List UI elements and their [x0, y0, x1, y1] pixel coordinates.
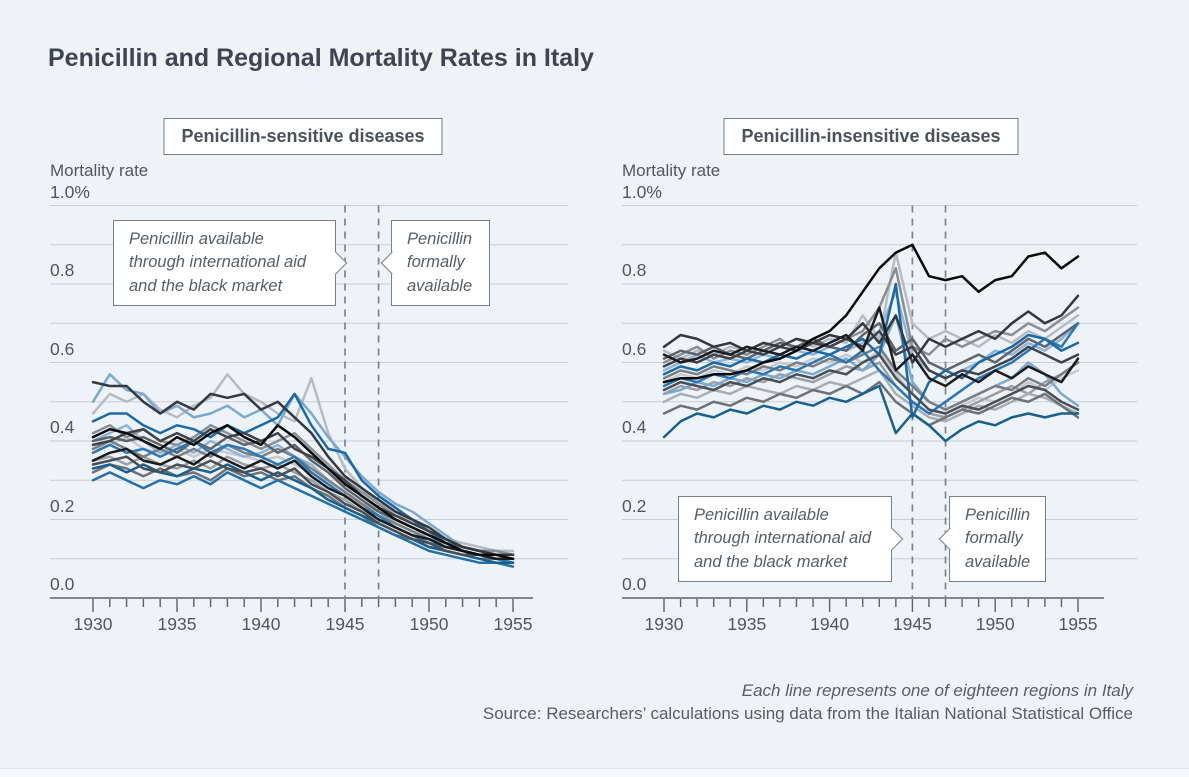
- annotation-line: formally: [965, 529, 1023, 548]
- footer-source: Source: Researchers’ calculations using data from the Italian National Statistical Office: [482, 704, 1133, 723]
- y-tick-label: 0.2: [622, 495, 647, 516]
- y-tick-label: 0.2: [50, 495, 75, 516]
- figure-footer: [483, 681, 1133, 724]
- annotation-formal-right-panel: [949, 496, 1046, 582]
- footer-note: Each line represents one of eighteen regions in Italy: [741, 681, 1133, 700]
- y-tick-label: 0.4: [622, 417, 647, 437]
- annotation-formal-left-panel: [391, 220, 490, 306]
- region-series-line: [664, 386, 1078, 441]
- panel-header-insensitive: Penicillin-insensitive diseases: [723, 118, 1018, 155]
- y-axis-label-left: Mortality rate: [50, 161, 149, 180]
- annotation-line: and the black market: [129, 276, 283, 295]
- x-tick-label: 1945: [892, 614, 932, 634]
- x-tick-label: 1940: [241, 614, 281, 634]
- x-tick-label: 1950: [975, 614, 1015, 634]
- annotation-line: through international aid: [694, 529, 872, 548]
- annotation-line: available: [407, 276, 473, 295]
- y-tick-label: 0.0: [622, 574, 647, 594]
- page-title: Penicillin and Regional Mortality Rates in Italy: [48, 44, 594, 72]
- y-tick-label: 0.0: [50, 574, 75, 594]
- annotation-line: through international aid: [129, 253, 307, 272]
- y-tick-label: 0.8: [50, 260, 75, 280]
- x-tick-label: 1930: [644, 614, 684, 634]
- x-tick-label: 1955: [1058, 614, 1098, 634]
- x-tick-label: 1945: [325, 614, 365, 634]
- x-tick-label: 1935: [157, 614, 197, 634]
- annotation-line: Penicillin available: [129, 229, 264, 248]
- annotation-line: and the black market: [694, 552, 848, 571]
- panel-header-sensitive: Penicillin-sensitive diseases: [163, 118, 442, 155]
- annotation-aid-right-panel: [678, 496, 892, 582]
- y-tick-label: 0.6: [50, 338, 75, 359]
- x-tick-label: 1955: [493, 614, 533, 634]
- x-tick-label: 1940: [810, 614, 850, 634]
- y-axis-label-right: Mortality rate: [622, 161, 721, 180]
- annotation-line: available: [965, 552, 1031, 571]
- y-tick-label: 0.4: [50, 417, 75, 437]
- x-tick-label: 1930: [73, 614, 113, 634]
- y-tick-label: 1.0%: [50, 181, 90, 202]
- y-tick-label: 1.0%: [622, 181, 662, 202]
- annotation-line: Penicillin available: [694, 505, 829, 524]
- annotation-line: formally: [407, 253, 465, 272]
- x-tick-label: 1935: [727, 614, 767, 634]
- x-tick-label: 1950: [409, 614, 449, 634]
- y-tick-label: 0.6: [622, 338, 647, 359]
- annotation-line: Penicillin: [965, 505, 1031, 524]
- y-tick-label: 0.8: [622, 260, 647, 280]
- annotation-line: Penicillin: [407, 229, 473, 248]
- annotation-aid-left-panel: [113, 220, 336, 306]
